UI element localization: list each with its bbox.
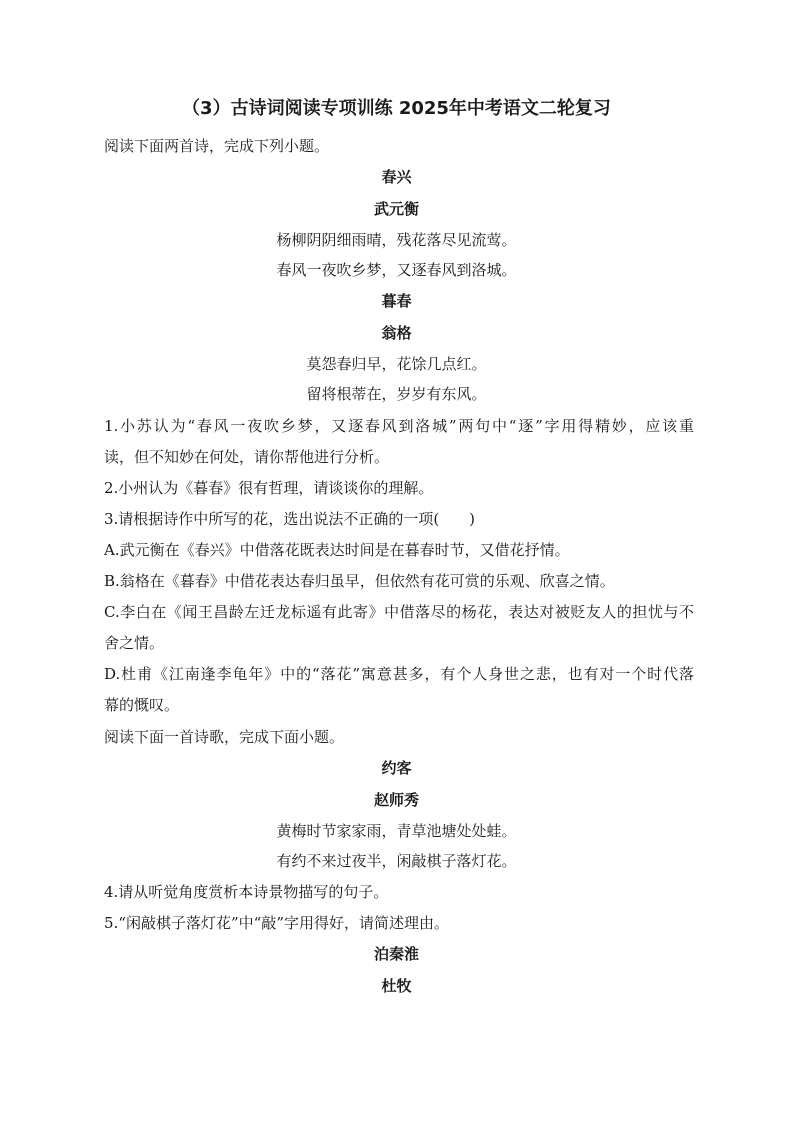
question-3: 3.请根据诗作中所写的花，选出说法不正确的一项( ) <box>104 510 476 528</box>
option-a: A.武元衡在《春兴》中借落花既表达时间是在暮春时节，又借花抒情。 <box>104 541 570 559</box>
poem1-line-1: 杨柳阴阴细雨晴，残花落尽见流莺。 <box>276 231 517 249</box>
poem1-author: 武元衡 <box>373 200 419 218</box>
poem3-title: 约客 <box>381 759 412 777</box>
poem1-title: 春兴 <box>381 168 412 186</box>
question-1-line-1: 1.小苏认为“春风一夜吹乡梦，又逐春风到洛城”两句中“逐”字用得精妙，应该重 <box>104 417 694 435</box>
section1-intro: 阅读下面两首诗，完成下列小题。 <box>104 137 330 155</box>
page-title: （3）古诗词阅读专项训练 2025年中考语文二轮复习 <box>182 98 611 119</box>
poem3-line-2: 有约不来过夜半，闲敲棋子落灯花。 <box>276 852 517 870</box>
poem1-line-2: 春风一夜吹乡梦，又逐春风到洛城。 <box>276 261 517 279</box>
option-c-line-2: 舍之情。 <box>104 634 165 652</box>
poem2-title: 暮春 <box>381 292 412 310</box>
poem3-line-1: 黄梅时节家家雨，青草池塘处处蛙。 <box>276 822 517 840</box>
option-d-line-2: 幕的慨叹。 <box>104 696 180 714</box>
question-2: 2.小州认为《暮春》很有哲理，请谈谈你的理解。 <box>104 479 434 497</box>
poem4-author: 杜牧 <box>381 977 412 995</box>
question-4: 4.请从听觉角度赏析本诗景物描写的句子。 <box>104 883 389 901</box>
question-5: 5.“闲敲棋子落灯花”中“敲”字用得好，请简述理由。 <box>104 914 449 932</box>
section2-intro: 阅读下面一首诗歌，完成下面小题。 <box>104 728 345 746</box>
option-b: B.翁格在《暮春》中借花表达春归虽早，但依然有花可赏的乐观、欣喜之情。 <box>104 572 615 590</box>
question-1-line-2: 读，但不知妙在何处，请你帮他进行分析。 <box>104 448 390 466</box>
option-d-line-1: D.杜甫《江南逢李龟年》中的“落花”寓意甚多，有个人身世之悲，也有对一个时代落 <box>104 665 694 683</box>
poem2-line-1: 莫怨春归早，花馀几点红。 <box>306 355 487 373</box>
poem4-title: 泊秦淮 <box>373 945 419 963</box>
poem2-line-2: 留将根蒂在，岁岁有东风。 <box>306 385 487 403</box>
option-c-line-1: C.李白在《闻王昌龄左迁龙标遥有此寄》中借落尽的杨花，表达对被贬友人的担忧与不 <box>104 603 694 621</box>
poem3-author: 赵师秀 <box>373 791 419 809</box>
poem2-author: 翁格 <box>381 324 412 342</box>
